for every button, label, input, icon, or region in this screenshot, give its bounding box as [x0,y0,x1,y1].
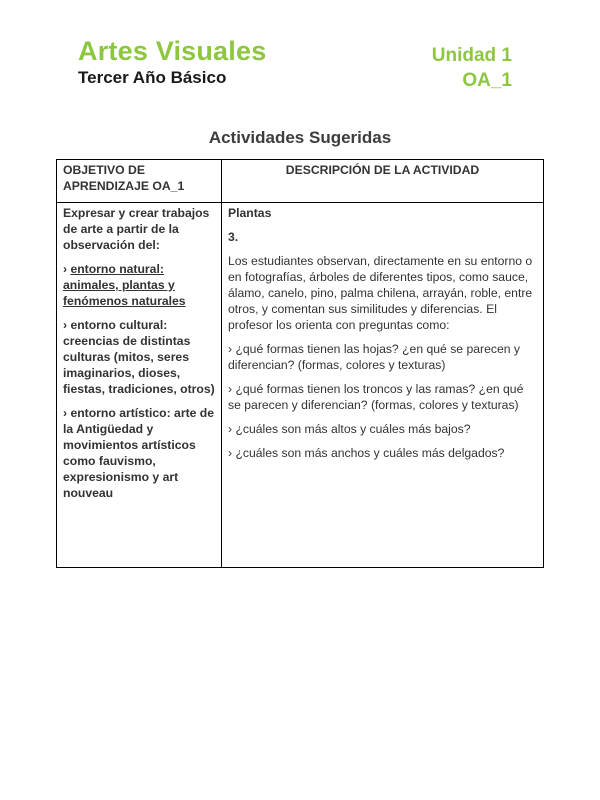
document-header-left [78,36,266,89]
activity-cell [222,203,544,568]
description-header: DESCRIPCIÓN DE LA ACTIVIDAD [222,160,544,203]
unit-label: Unidad 1 [431,45,512,66]
grade-label: Tercer Año Básico [78,68,227,87]
activity-question: › ¿qué formas tienen las hojas? ¿en qué se parecen y diferencian? (formas, colores y texturas) [228,342,520,372]
objective-item-cultural: › entorno cultural: creencias de distintas culturas (mitos, seres imaginarios, dioses, fiestas, tradiciones, otros) [63,318,215,396]
activity-table [56,159,544,568]
subject-title: Artes Visuales [78,36,267,66]
objective-intro: Expresar y crear trabajos de arte a partir de la observación del: [63,206,210,252]
objective-header: OBJETIVO DE APRENDIZAJE OA_1 [57,160,222,203]
section-title: Actividades Sugeridas [208,128,392,147]
table-header-row [57,160,544,203]
objective-code: OA_1 [462,70,512,91]
objective-item-natural-text: entorno natural: animales, plantas y fenómenos naturales [63,262,186,308]
objective-item-natural-lead: › [63,262,71,276]
document-header-right [432,44,512,93]
objective-item-natural [63,261,215,309]
activity-question: › ¿cuáles son más altos y cuáles más bajos? [228,422,471,436]
activity-question: › ¿cuáles son más anchos y cuáles más delgados? [228,446,505,460]
table-body-row [57,203,544,568]
activity-topic: Plantas [228,206,272,220]
activity-paragraph: Los estudiantes observan, directamente en su entorno o en fotografías, árboles de diferentes tipos, como sauce, álamo, canelo, pino, palma chilena, arrayán, roble, entre otros, y comentan sus similitudes y diferencias. El profesor los orienta con preguntas como: [228,254,533,332]
objective-cell [57,203,222,568]
objective-item-artistic: › entorno artístico: arte de la Antigüedad y movimientos artísticos como fauvismo, expresionismo y art nouveau [63,406,215,500]
activity-number: 3. [228,230,239,244]
activity-question: › ¿qué formas tienen los troncos y las ramas? ¿en qué se parecen y diferencian? (formas, colores y texturas) [228,382,524,412]
